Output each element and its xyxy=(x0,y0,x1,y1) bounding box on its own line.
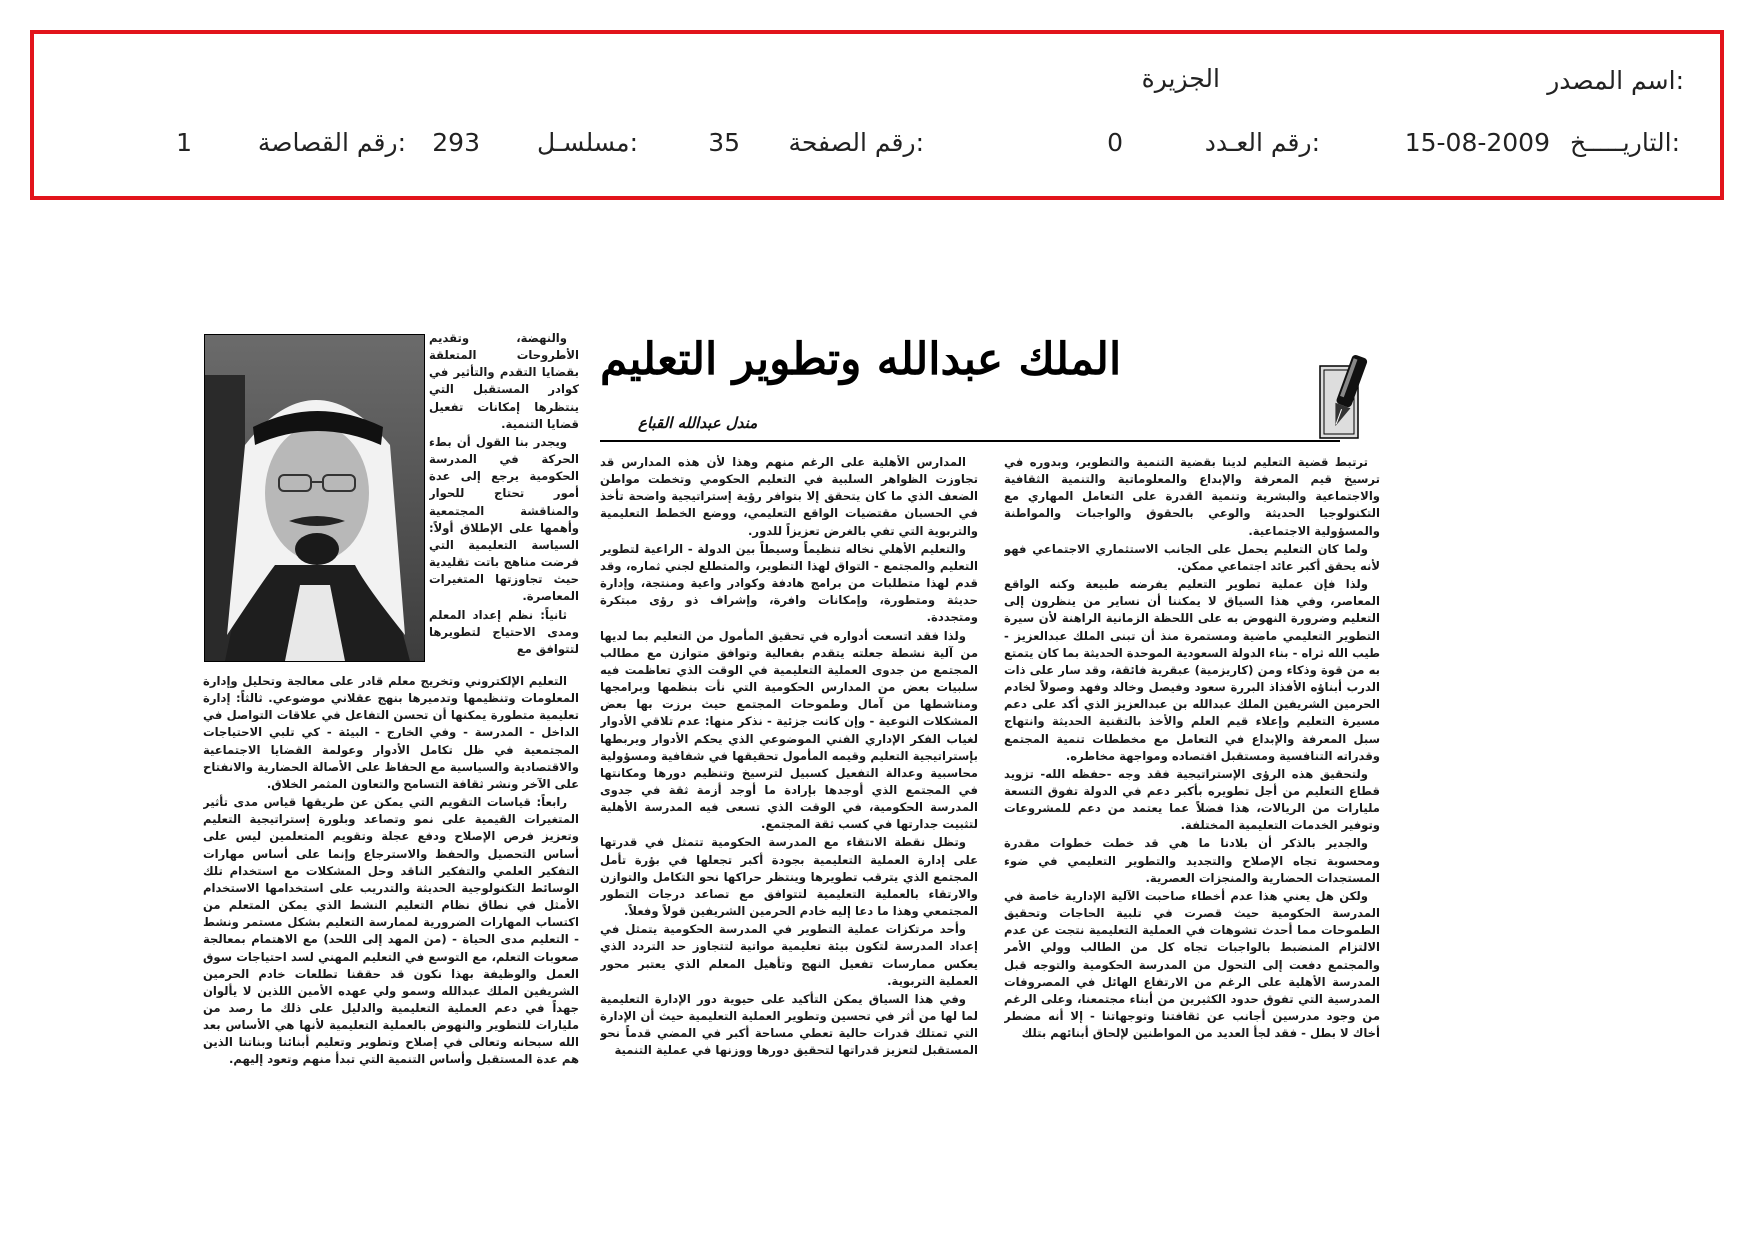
paragraph: ترتبط قضية التعليم لدينا بقضية التنمية والتطوير، وبدوره في ترسيخ قيم المعرفة والإبداع والمعلوماتية والتنمية الثقافية والاجتماعية والبشرية وتنمية القدرة على التعامل المهاري مع التكنولوجيا الحديثة والوعي بالحقوق والواجبات والمواطنة والمسؤولية الاجتماعية. xyxy=(1004,455,1380,538)
issue-label: رقم العـدد: xyxy=(1204,128,1320,157)
article-column-right xyxy=(1004,454,1380,1100)
source-value: الجزيرة xyxy=(1141,64,1220,93)
page-label: رقم الصفحة: xyxy=(788,128,924,157)
paragraph: رابعاً: قياسات التقويم التي يمكن عن طريقها قياس مدى تأثير المتغيرات القيمية على نمو وتصاعد وبلورة إستراتيجية التعليم وتعزيز فرص الإصلاح ودفع عجلة وتقويم المتعلمين ليس على أساس التحصيل والحفظ والاسترجاع وإنما على أساس مهارات التفكير العلمي والتفكير الناقد وحل المشكلات مع استخدام تلك الوسائط التكنولوجية الحديثة والتدريب على استخدامها الاستخدام الأمثل في نطاق نظام التعليم النشط الذي يمكن المتعلم من اكتساب المهارات الضرورية لممارسة التعليم بشكل مستمر ونشط - التعليم مدى الحياة - (من المهد إلى اللحد) مع الاهتمام بمعالجة صعوبات التعلم، مع التوسع في التعليم المهني لسد احتياجات سوق العمل والوظيفة بهذا نكون قد حققنا تطلعات خادم الحرمين الشريفين الملك عبدالله وسمو ولي عهده الأمين اللذين لا يألوان جهداً في دعم العملية التعليمية والدليل على ذلك ما رصد من مليارات للتطوير والنهوض بالعملية التعليمية لأنها هي الأساس بعد الله سبحانه وتعالى في إصلاح وتطوير وتعليم أبنائنا وبناتنا الذين هم عدة المستقبل وأساس التنمية التي تبدأ منهم وتعود إليهم. xyxy=(203,795,579,1067)
paragraph: ويجدر بنا القول أن بطء الحركة في المدرسة الحكومية يرجع إلى عدة أمور تحتاج للحوار والمناقشة المجتمعية وأهمها على الإطلاق أولاً: السياسة التعليمية التي فرضت مناهج باتت تقليدية حيث تجاوزتها المتغيرات المعاصرة. xyxy=(429,434,579,604)
paragraph: ولذا فإن عملية تطوير التعليم يفرضه طبيعة وكنه الواقع المعاصر، وفي هذا السياق لا يمكننا أن نساير من ينظرون إلى التعليم وضرورة النهوض به على اللحظة الزمانية الراهنة لأن سيرة التطوير التعليمي ماضية ومستمرة منذ أن تبنى الملك عبدالعزيز - طيب الله ثراه - بناء الدولة السعودية الموحدة الحديثة بما كان يتمتع به من قوة وذكاء ومن (كاريزمية) عبقرية فائقة، وقد سار على ذات الدرب أبناؤه الأفذاذ البررة سعود وفيصل وخالد وفهد وصولاً لخادم الحرمين الشريفين الملك عبدالله بن عبدالعزيز الذي أكد على دعم مسيرة التعليم وإعلاء قيم العلم والأخذ بالتقنية الحديثة وانتهاج سبل المعرفة والإبداع في التعامل مع مخططات تنمية المجتمع وقدراته التنافسية ومستقبل اقتصاده ومواجهة مخاطره. xyxy=(1004,577,1380,763)
paragraph: ولذا فقد اتسعت أدواره في تحقيق المأمول من التعليم بما لديها من آلية نشطة جعلته يتقدم بفعالية وتوافق متوازن مع مطالب المجتمع من جدوى العملية التعليمية في الوقت الذي تعاظمت فيه سلبيات بعض من المدارس الحكومية التي نأت بنظمها وبرامجها ومناشطها من آمال وطموحات المجتمع حيث برزت بها بعض المشكلات النوعية - وإن كانت جزئية - نذكر منها: عدم تلاقي الأدوار لغياب الفكر الإداري الفني الموضوعي الذي يحكم الأدوار ويربطها بإستراتيجية التعليم وقيمه المأمول تحقيقها في شفافية ومسؤولية محاسبية وعدالة التفعيل كسبيل لترسيخ وتنظيم دورها ومكانتها في المجتمع الذي أوجدها بإرادة ما أوجد أزمة ثقة في جدوى المدرسة الحكومية، في الوقت الذي تسعى فيه المدرسة الأهلية لتثبيت جدارتها في كسب ثقة المجتمع. xyxy=(600,628,978,832)
paragraph: المدارس الأهلية على الرغم منهم وهذا لأن هذه المدارس قد تجاوزت الظواهر السلبية في التعليم الحكومي وتخطت مواطن الضعف الذي ما كان يتحقق إلا بتوافر رؤية إستراتيجية واضحة تأخذ في الحسبان مقتضيات الواقع التعليمي، ووضع الخطط التعليمية والتربوية التي تفي بالغرض تعزيزاً للدور. xyxy=(600,455,978,538)
date-value: 15-08-2009 xyxy=(1404,128,1550,157)
date-label: التاريـــــخ: xyxy=(1570,128,1680,157)
article-column-left-bottom xyxy=(203,673,579,1100)
source-label: اسم المصدر: xyxy=(1547,66,1684,95)
paragraph: ولتحقيق هذه الرؤى الإستراتيجية فقد وجه -حفظه الله- تزويد قطاع التعليم من أجل تطويره بأكبر دعم في الدولة تفوق التسعة مليارات من الريالات، هذا فضلاً عما يعتمد من دعم للمشروعات وتوفير الخدمات التعليمية المختلفة. xyxy=(1004,766,1380,833)
article-column-middle xyxy=(600,454,978,1100)
paragraph: والتعليم الأهلي نخاله تنظيماً وسيطاً بين الدولة - الراعية لتطوير التعليم والمجتمع - التواق لهذا التطوير، والمتطلع لجني ثماره، وقد قدم لهذا متطلبات من برامج هادفة وكوادر واعية ومنتجة، وإدارة حديثة ومتطورة، وإمكانات وافرة، وإشراف ذو رؤى مبتكرة ومتجددة. xyxy=(600,541,978,625)
paragraph: التعليم الإلكتروني وتخريج معلم قادر على معالجة وتحليل وإدارة المعلومات وتنظيمها وتدميرها بنهج عقلاني موضوعي. ثالثاً: إدارة تعليمية متطورة يمكنها أن تحسن التفاعل في علاقات التواصل في الداخل - المدرسة - وفي الخارج - البيئة - كي تلبي الاحتياجات المجتمعية في ظل تكامل الأدوار وعولمة القضايا الاجتماعية والاقتصادية والسياسية مع الحفاظ على الأصالة الحضارية والانفتاح على الآخر ونشر ثقافة التسامح والتعاون المثمر الخلاق. xyxy=(203,674,579,791)
paragraph: وفي هذا السياق يمكن التأكيد على حيوية دور الإدارة التعليمية لما لها من أثر في تحسين وتطوير العملية التعليمية حيث أن الإدارة التي تمتلك قدرات حالية تعطي مساحة أكبر في المضي قدماً نحو المستقبل لتعزيز قدراتها لتحقيق دورها ووزنها في عملية التنمية xyxy=(600,991,978,1058)
headline-rule xyxy=(600,440,1340,442)
paragraph: والنهضة، وتقديم الأطروحات المتعلقة بقضايا التقدم والتأثير في كوادر المستقبل التي ينتظرها إمكانات تفعيل قضايا التنمية. xyxy=(429,331,579,431)
paragraph: ولما كان التعليم يحمل على الجانب الاستثماري الاجتماعي فهو لأنه يحقق أكبر عائد اجتماعي ممكن. xyxy=(1004,541,1380,573)
page-value: 35 xyxy=(708,128,740,157)
clipping-metadata-box xyxy=(30,30,1724,200)
paragraph: ثانياً: نظم إعداد المعلم ومدى الاحتياج لتطويرها لتتوافق مع xyxy=(429,607,579,656)
article-column-left-top xyxy=(429,330,579,673)
article-byline: مندل عبدالله القباع xyxy=(638,414,758,432)
clip-label: رقم القصاصة: xyxy=(257,128,406,157)
serial-value: 293 xyxy=(432,128,480,157)
paragraph: وتظل نقطة الانتقاء مع المدرسة الحكومية تتمثل في قدرتها على إدارة العملية التعليمية بجودة أكبر تجعلها في بؤرة تأمل المجتمع الذي يترقب تطويرها وينتظر حراكها نحو التكامل والتوازن والارتقاء بالعملية التعليمية لتتوافق مع تصاعد درجات التطور المجتمعي وهذا ما دعا إليه خادم الحرمين الشريفين قولاً وفعلاً. xyxy=(600,835,978,919)
paragraph: وأحد مرتكزات عملية التطوير في المدرسة الحكومية يتمثل في إعداد المدرسة لتكون بيئة تعليمية مواتية لتتجاوز حد التردد الذي يعكس ممارسات تفعيل النهج وتأهيل المعلم الذي يعتبر محور العملية التربوية. xyxy=(600,922,978,988)
issue-value: 0 xyxy=(1107,128,1123,157)
paragraph: والجدير بالذكر أن بلادنا ما هي قد خطت خطوات مقدرة ومحسوبة تجاه الإصلاح والتجديد والتطوير التعليمي في ضوء المستجدات الحضارية والمنجزات العصرية. xyxy=(1004,836,1380,885)
paragraph: ولكن هل يعني هذا عدم أخطاء صاحبت الآلية الإدارية خاصة في المدرسة الحكومية حيث قصرت في تلبية الحاجات وتحقيق الطموحات مما أحدث تشوهات في العملية التعليمية نتجت عن عدم الالتزام المنضبط بالواجبات تجاه كل من الطالب وولي الأمر والمجتمع دفعت إلى التحول من المدرسة الحكومية والتوجه قبل المدرسة الأهلية على الرغم من الارتفاع الهائل في المصروفات المدرسية التي تفوق حدود الكثيرين من أبناء مجتمعنا، وعلى الرغم من وجود مدرسين أجانب عن ثقافتنا وتوجهاتنا - إلا أنه مضطر أخاك لا بطل - فقد لجأ العديد من المواطنين لإلحاق أبنائهم بتلك xyxy=(1004,888,1380,1041)
portrait-photo xyxy=(204,334,425,662)
pen-icon xyxy=(1316,352,1372,442)
article-headline: الملك عبدالله وتطوير التعليم xyxy=(600,334,1122,385)
clip-value: 1 xyxy=(176,128,192,157)
serial-label: مسلسـل: xyxy=(537,128,638,157)
